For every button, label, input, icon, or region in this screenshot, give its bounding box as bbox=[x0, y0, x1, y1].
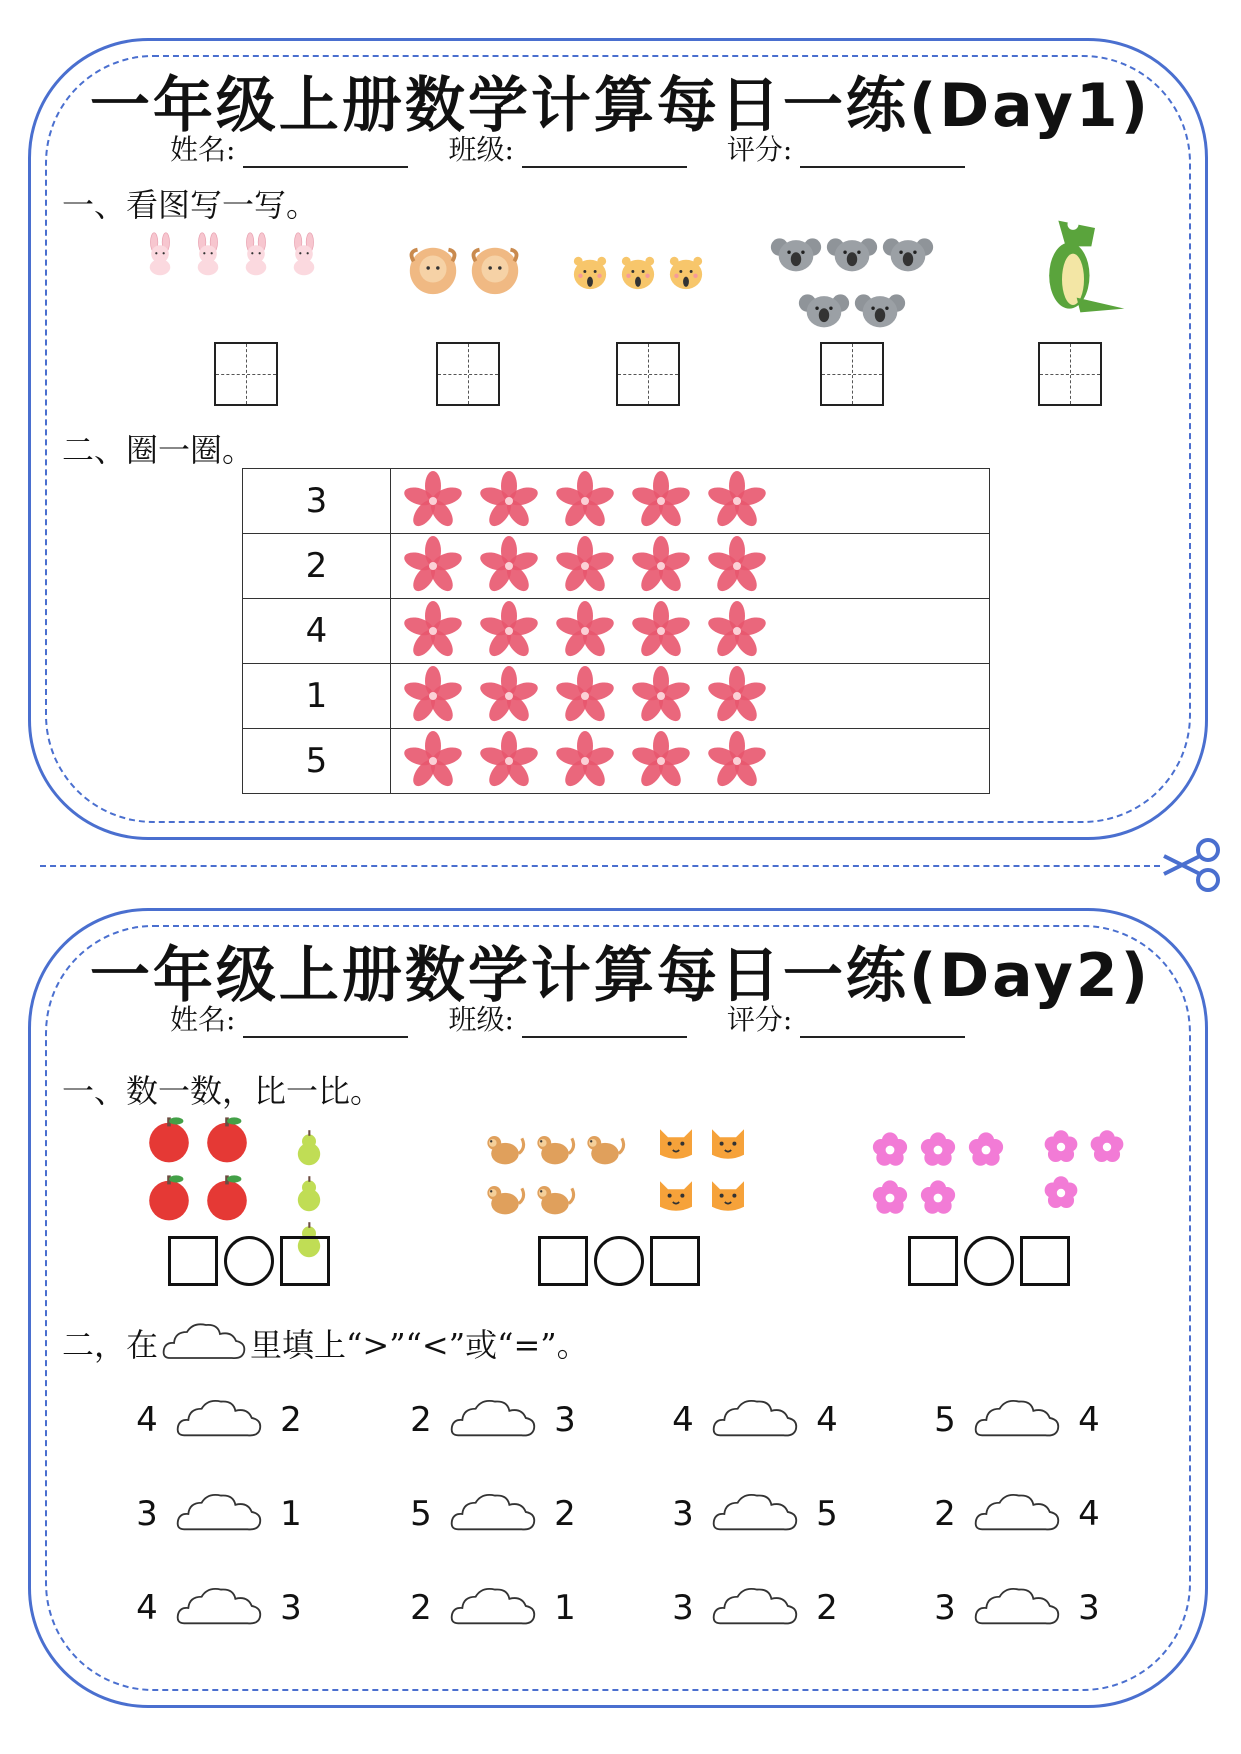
flower-icon bbox=[555, 731, 615, 791]
compare-problem bbox=[664, 1580, 846, 1636]
pear-icon bbox=[288, 1126, 330, 1168]
day1-section1-heading: 一、看图写一写。 bbox=[62, 186, 319, 224]
right-number: 3 bbox=[554, 1400, 576, 1440]
sheep-icon bbox=[404, 240, 462, 298]
score-field[interactable] bbox=[800, 140, 965, 168]
answer-box[interactable] bbox=[616, 342, 680, 406]
koala-group bbox=[752, 228, 952, 336]
compare-problem bbox=[402, 1486, 584, 1542]
flower-icon bbox=[555, 666, 615, 726]
cloud-answer-icon[interactable] bbox=[710, 1486, 800, 1542]
count-cell: 5 bbox=[243, 729, 391, 794]
compare-problem bbox=[402, 1392, 584, 1448]
left-number: 5 bbox=[410, 1494, 432, 1534]
cloud-answer-icon[interactable] bbox=[448, 1486, 538, 1542]
flower-icon bbox=[631, 471, 691, 531]
right-number: 4 bbox=[816, 1400, 838, 1440]
answer-square[interactable] bbox=[168, 1236, 218, 1286]
count-cell: 1 bbox=[243, 664, 391, 729]
answer-circle[interactable] bbox=[594, 1236, 644, 1286]
class-field[interactable] bbox=[522, 140, 687, 168]
flower-icon bbox=[403, 666, 463, 726]
table-row bbox=[243, 599, 990, 664]
day2-info-row bbox=[170, 998, 965, 1038]
monkey-icon bbox=[532, 1176, 578, 1222]
flower-icon bbox=[479, 731, 539, 791]
flower-icon bbox=[403, 601, 463, 661]
pink-flower-icon bbox=[916, 1176, 960, 1220]
right-number: 4 bbox=[1078, 1400, 1100, 1440]
pear-icon bbox=[288, 1172, 330, 1214]
rabbit-icon bbox=[186, 232, 230, 276]
flower-cell[interactable] bbox=[391, 534, 990, 599]
class-field[interactable] bbox=[522, 1010, 687, 1038]
compare-answer[interactable] bbox=[538, 1236, 700, 1286]
answer-square[interactable] bbox=[650, 1236, 700, 1286]
section2-suffix: 里填上“>”“<”或“=”。 bbox=[250, 1326, 589, 1364]
cloud-icon bbox=[160, 1318, 248, 1368]
hamster-icon bbox=[568, 248, 612, 292]
monkey-icon bbox=[482, 1126, 528, 1172]
scissors-icon bbox=[1160, 838, 1224, 892]
apple-icon bbox=[200, 1170, 254, 1224]
flower-icon bbox=[631, 601, 691, 661]
right-number: 2 bbox=[816, 1588, 838, 1628]
flower-icon bbox=[403, 471, 463, 531]
count-cell: 2 bbox=[243, 534, 391, 599]
cloud-answer-icon[interactable] bbox=[448, 1392, 538, 1448]
left-number: 5 bbox=[934, 1400, 956, 1440]
flower-cell[interactable] bbox=[391, 729, 990, 794]
flower-icon bbox=[555, 601, 615, 661]
cat-icon bbox=[704, 1170, 752, 1218]
cloud-answer-icon[interactable] bbox=[174, 1580, 264, 1636]
flower-icon bbox=[479, 471, 539, 531]
monkey-icon bbox=[482, 1176, 528, 1222]
apple-group bbox=[142, 1112, 254, 1224]
left-number: 2 bbox=[410, 1588, 432, 1628]
day1-title: 一年级上册数学计算每日一练(Day1) bbox=[89, 71, 1152, 141]
compare-problem bbox=[402, 1580, 584, 1636]
cat-group bbox=[652, 1118, 752, 1218]
compare-problem bbox=[664, 1392, 846, 1448]
cloud-answer-icon[interactable] bbox=[710, 1392, 800, 1448]
left-number: 2 bbox=[410, 1400, 432, 1440]
right-number: 2 bbox=[554, 1494, 576, 1534]
right-number: 1 bbox=[554, 1588, 576, 1628]
count-cell: 3 bbox=[243, 469, 391, 534]
answer-square[interactable] bbox=[280, 1236, 330, 1286]
monkey-group bbox=[482, 1126, 628, 1222]
answer-square[interactable] bbox=[908, 1236, 958, 1286]
answer-square[interactable] bbox=[1020, 1236, 1070, 1286]
left-number: 3 bbox=[672, 1494, 694, 1534]
right-number: 5 bbox=[816, 1494, 838, 1534]
table-row bbox=[243, 664, 990, 729]
pink-flower-icon bbox=[964, 1128, 1008, 1172]
cloud-answer-icon[interactable] bbox=[972, 1486, 1062, 1542]
compare-answer[interactable] bbox=[908, 1236, 1070, 1286]
right-number: 4 bbox=[1078, 1494, 1100, 1534]
flower-cell[interactable] bbox=[391, 469, 990, 534]
cloud-answer-icon[interactable] bbox=[174, 1486, 264, 1542]
flower-icon bbox=[707, 471, 767, 531]
pink-flower-icon bbox=[1040, 1126, 1082, 1168]
answer-square[interactable] bbox=[538, 1236, 588, 1286]
koala-icon bbox=[854, 284, 906, 336]
left-number: 4 bbox=[136, 1400, 158, 1440]
hamster-icon bbox=[616, 248, 660, 292]
table-row bbox=[243, 534, 990, 599]
answer-box[interactable] bbox=[214, 342, 278, 406]
rabbit-icon bbox=[282, 232, 326, 276]
answer-box[interactable] bbox=[820, 342, 884, 406]
pink-flower-icon bbox=[868, 1128, 912, 1172]
hamster-group bbox=[568, 248, 708, 292]
compare-problem bbox=[664, 1486, 846, 1542]
sheep-group bbox=[404, 240, 524, 298]
name-field[interactable] bbox=[243, 140, 408, 168]
name-field[interactable] bbox=[243, 1010, 408, 1038]
name-label: 姓名: bbox=[170, 1003, 236, 1036]
right-number: 2 bbox=[280, 1400, 302, 1440]
left-number: 4 bbox=[672, 1400, 694, 1440]
compare-problem bbox=[926, 1392, 1108, 1448]
cat-icon bbox=[652, 1118, 700, 1166]
koala-icon bbox=[798, 284, 850, 336]
day2-section1-heading: 一、数一数，比一比。 bbox=[62, 1072, 383, 1110]
day1-section2-heading: 二、圈一圈。 bbox=[62, 431, 255, 469]
flower-icon bbox=[479, 536, 539, 596]
cat-icon bbox=[704, 1118, 752, 1166]
apple-icon bbox=[142, 1112, 196, 1166]
pink-flower-icon bbox=[1086, 1126, 1128, 1168]
rabbit-group bbox=[138, 232, 326, 276]
rabbit-icon bbox=[234, 232, 278, 276]
koala-icon bbox=[826, 228, 878, 280]
left-number: 3 bbox=[672, 1588, 694, 1628]
left-number: 2 bbox=[934, 1494, 956, 1534]
compare-problem bbox=[926, 1486, 1108, 1542]
cloud-answer-icon[interactable] bbox=[174, 1392, 264, 1448]
left-number: 3 bbox=[136, 1494, 158, 1534]
day1-info-row bbox=[170, 128, 965, 168]
monkey-icon bbox=[532, 1126, 578, 1172]
monkey-icon bbox=[582, 1126, 628, 1172]
flower-icon bbox=[479, 601, 539, 661]
table-row bbox=[243, 469, 990, 534]
compare-problem bbox=[128, 1392, 310, 1448]
left-number: 3 bbox=[934, 1588, 956, 1628]
right-number: 3 bbox=[280, 1588, 302, 1628]
cloud-answer-icon[interactable] bbox=[972, 1392, 1062, 1448]
flower-icon bbox=[631, 731, 691, 791]
score-field[interactable] bbox=[800, 1010, 965, 1038]
answer-box[interactable] bbox=[1038, 342, 1102, 406]
sheep-icon bbox=[466, 240, 524, 298]
apple-icon bbox=[142, 1170, 196, 1224]
flower-icon bbox=[403, 536, 463, 596]
day2-section2-heading bbox=[62, 1318, 589, 1368]
pink-flower-icon bbox=[1040, 1172, 1082, 1214]
rabbit-icon bbox=[138, 232, 182, 276]
flower-icon bbox=[555, 536, 615, 596]
right-number: 1 bbox=[280, 1494, 302, 1534]
table-row bbox=[243, 729, 990, 794]
pink-flower-group bbox=[868, 1128, 1008, 1220]
compare-problem bbox=[926, 1580, 1108, 1636]
circle-table bbox=[242, 468, 990, 794]
flower-icon bbox=[631, 666, 691, 726]
flower-icon bbox=[403, 731, 463, 791]
answer-circle[interactable] bbox=[964, 1236, 1014, 1286]
answer-box[interactable] bbox=[436, 342, 500, 406]
compare-problem bbox=[128, 1486, 310, 1542]
left-number: 4 bbox=[136, 1588, 158, 1628]
flower-cell[interactable] bbox=[391, 599, 990, 664]
class-label: 班级: bbox=[448, 1003, 514, 1036]
flower-icon bbox=[555, 471, 615, 531]
koala-icon bbox=[882, 228, 934, 280]
answer-circle[interactable] bbox=[224, 1236, 274, 1286]
cloud-answer-icon[interactable] bbox=[710, 1580, 800, 1636]
pink-flower-icon bbox=[916, 1128, 960, 1172]
score-label: 评分: bbox=[726, 133, 793, 166]
compare-problem bbox=[128, 1580, 310, 1636]
koala-icon bbox=[770, 228, 822, 280]
day2-title: 一年级上册数学计算每日一练(Day2) bbox=[89, 941, 1152, 1011]
cat-icon bbox=[652, 1170, 700, 1218]
section2-prefix: 二，在 bbox=[62, 1326, 159, 1364]
crocodile-icon bbox=[1018, 206, 1128, 316]
cloud-answer-icon[interactable] bbox=[972, 1580, 1062, 1636]
apple-icon bbox=[200, 1112, 254, 1166]
hamster-icon bbox=[664, 248, 708, 292]
flower-icon bbox=[631, 536, 691, 596]
cut-line bbox=[40, 865, 1160, 867]
pink-flower-icon bbox=[868, 1176, 912, 1220]
cloud-answer-icon[interactable] bbox=[448, 1580, 538, 1636]
right-number: 3 bbox=[1078, 1588, 1100, 1628]
flower-icon bbox=[707, 666, 767, 726]
compare-answer[interactable] bbox=[168, 1236, 330, 1286]
flower-icon bbox=[479, 666, 539, 726]
name-label: 姓名: bbox=[170, 133, 236, 166]
pink-flower-group bbox=[1040, 1126, 1128, 1214]
count-cell: 4 bbox=[243, 599, 391, 664]
flower-cell[interactable] bbox=[391, 664, 990, 729]
score-label: 评分: bbox=[726, 1003, 793, 1036]
crocodile-group bbox=[1018, 206, 1128, 316]
class-label: 班级: bbox=[448, 133, 514, 166]
flower-icon bbox=[707, 601, 767, 661]
flower-icon bbox=[707, 731, 767, 791]
flower-icon bbox=[707, 536, 767, 596]
